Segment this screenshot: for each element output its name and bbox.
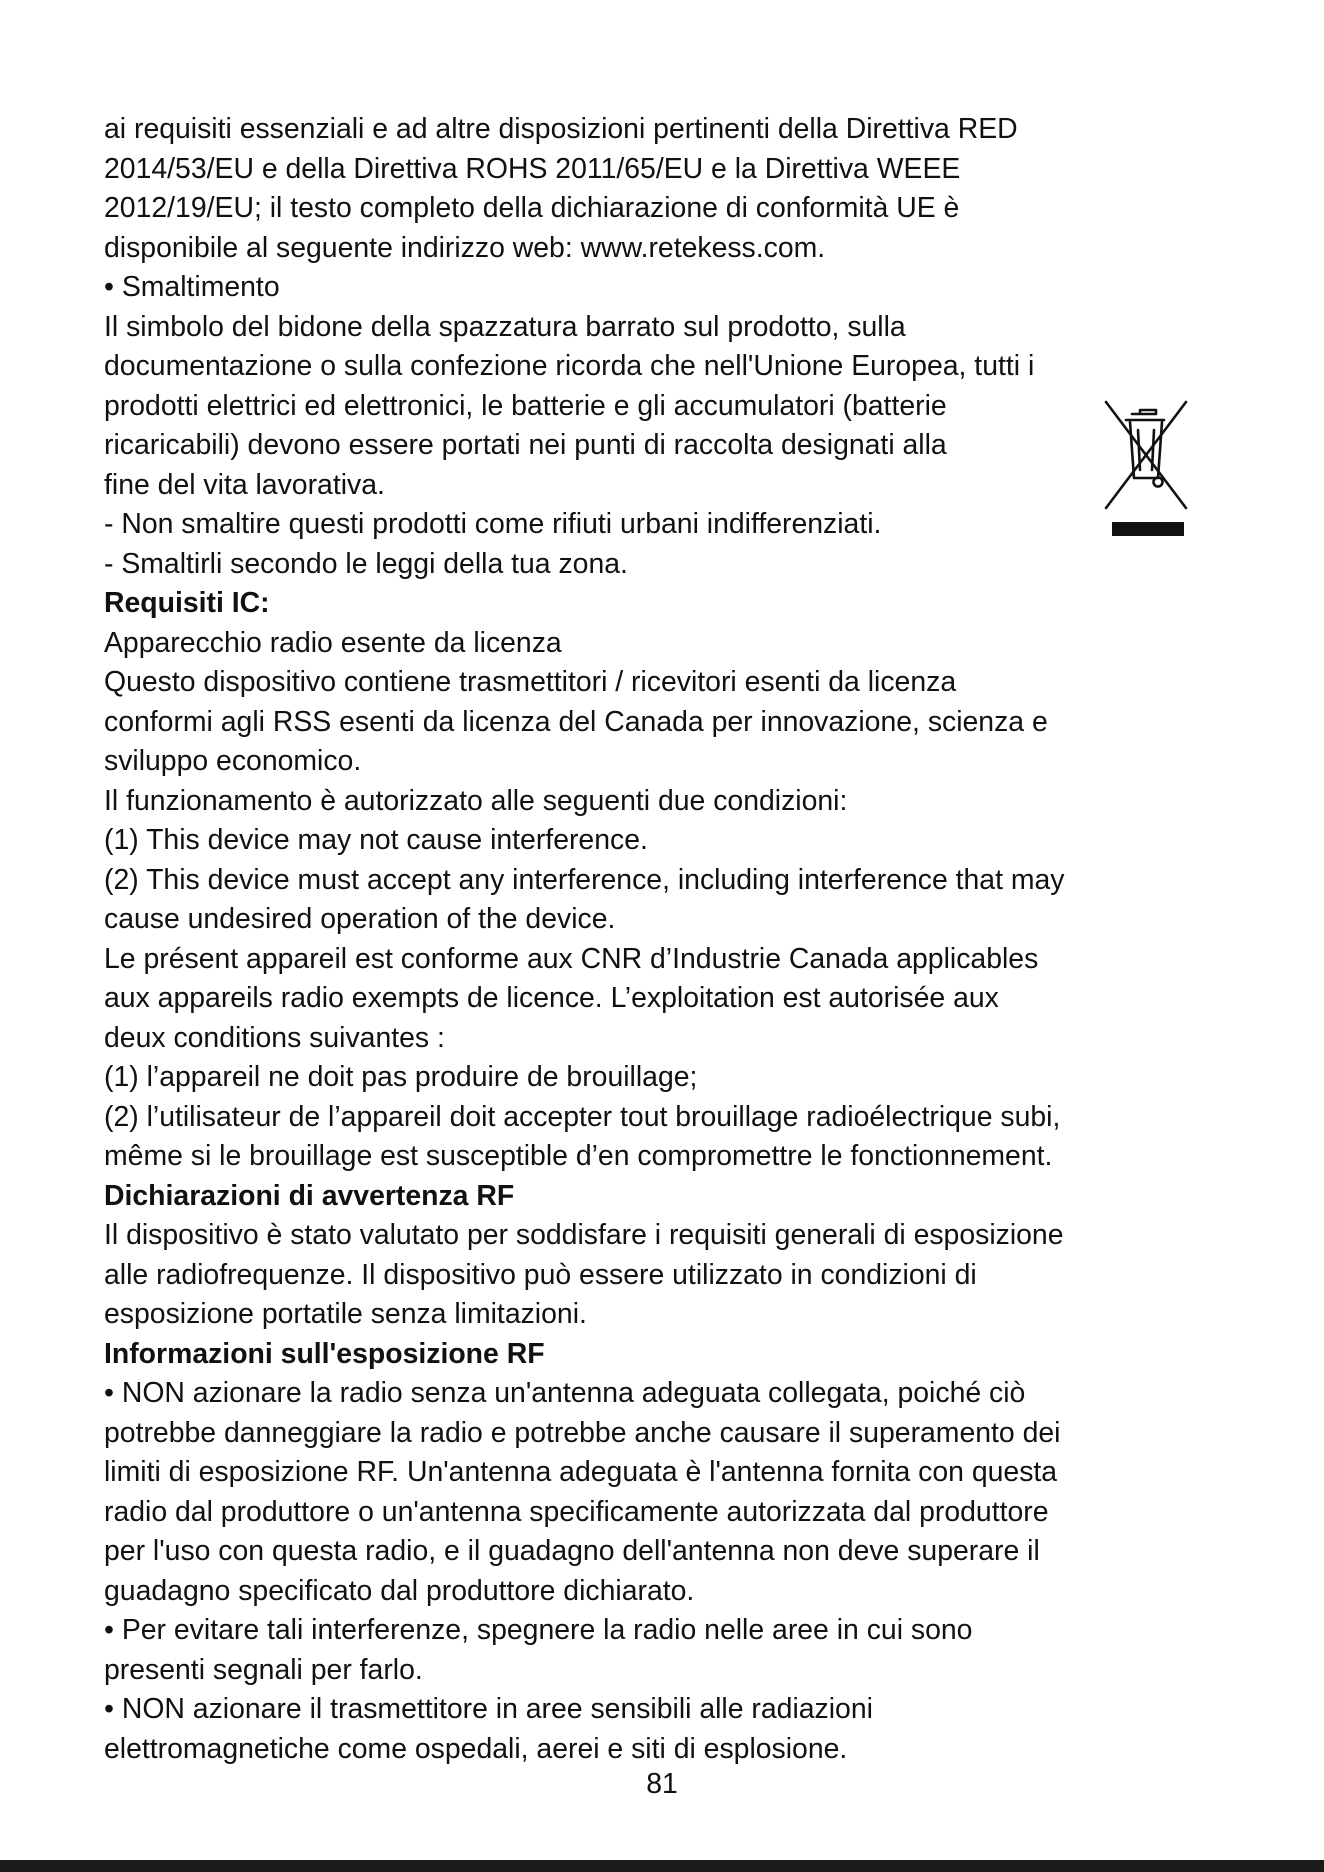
bottom-border [0,1860,1324,1872]
section-heading: Dichiarazioni di avvertenza RF [104,1179,515,1212]
text-line: (2) l’utilisateur de l’appareil doit accepter tout brouillage radioélectrique subi, [104,1100,1061,1133]
text-line: esposizione portatile senza limitazioni. [104,1298,587,1330]
text-line: • Smaltimento [104,271,280,303]
text-line: cause undesired operation of the device. [104,903,616,935]
text-line: Il dispositivo è stato valutato per soddisfare i requisiti generali di esposizione [104,1219,1064,1251]
text-line: documentazione o sulla confezione ricorda che nell'Unione Europea, tutti i [104,350,1035,382]
text-line: même si le brouillage est susceptible d’en compromettre le fonctionnement. [104,1140,1053,1172]
text-line: 2012/19/EU; il testo completo della dichiarazione di conformità UE è [104,192,960,224]
text-line: prodotti elettrici ed elettronici, le batterie e gli accumulatori (batterie [104,389,947,422]
text-line: radio dal produttore o un'antenna specificamente autorizzata dal produttore [104,1495,1049,1528]
text-line: 2014/53/EU e della Direttiva ROHS 2011/65/EU e la Direttiva WEEE [104,152,961,185]
text-line: - Smaltirli secondo le leggi della tua zona. [104,547,628,580]
text-line: ricaricabili) devono essere portati nei punti di raccolta designati alla [104,429,947,461]
text-line: conformi agli RSS esenti da licenza del Canada per innovazione, scienza e [104,705,1048,738]
text-line: alle radiofrequenze. Il dispositivo può essere utilizzato in condizioni di [104,1258,977,1291]
text-line: per l'uso con questa radio, e il guadagno dell'antenna non deve superare il [104,1535,1040,1567]
text-line: Apparecchio radio esente da licenza [104,626,562,659]
text-line: • NON azionare il trasmettitore in aree sensibili alle radiazioni [104,1693,873,1725]
text-line: deux conditions suivantes : [104,1021,445,1054]
text-line: ai requisiti essenziali e ad altre disposizioni pertinenti della Direttiva RED [104,113,1018,145]
text-line: - Non smaltire questi prodotti come rifiuti urbani indifferenziati. [104,508,882,540]
text-line: (2) This device must accept any interference, including interference that may [104,863,1065,896]
text-line: fine del vita lavorativa. [104,468,385,501]
section-heading: Informazioni sull'esposizione RF [104,1337,545,1370]
text-line: potrebbe danneggiare la radio e potrebbe anche causare il superamento dei [104,1416,1061,1449]
text-line: limiti di esposizione RF. Un'antenna adeguata è l'antenna fornita con questa [104,1456,1058,1488]
page-body-text [104,110,1234,1769]
section-heading: Requisiti IC: [104,587,270,619]
text-line: elettromagnetiche come ospedali, aerei e siti di esplosione. [104,1732,848,1765]
text-line: sviluppo economico. [104,745,362,777]
text-line: aux appareils radio exempts de licence. L’exploitation est autorisée aux [104,982,999,1014]
text-line: • Per evitare tali interferenze, spegnere la radio nelle aree in cui sono [104,1614,973,1646]
weee-bin-icon [1098,396,1194,536]
page-number: 81 [646,1768,678,1800]
text-line: • NON azionare la radio senza un'antenna adeguata collegata, poiché ciò [104,1377,1026,1409]
text-line: Questo dispositivo contiene trasmettitori / ricevitori esenti da licenza [104,666,957,698]
text-line: (1) l’appareil ne doit pas produire de brouillage; [104,1061,698,1093]
text-line: (1) This device may not cause interference. [104,824,648,856]
text-line: disponibile al seguente indirizzo web: www.retekess.com. [104,231,826,264]
text-line: guadagno specificato dal produttore dichiarato. [104,1574,695,1607]
text-line: presenti segnali per farlo. [104,1653,423,1686]
text-line: Il funzionamento è autorizzato alle seguenti due condizioni: [104,784,848,817]
text-line: Le présent appareil est conforme aux CNR d’Industrie Canada applicables [104,942,1039,975]
text-line: Il simbolo del bidone della spazzatura barrato sul prodotto, sulla [104,310,906,343]
